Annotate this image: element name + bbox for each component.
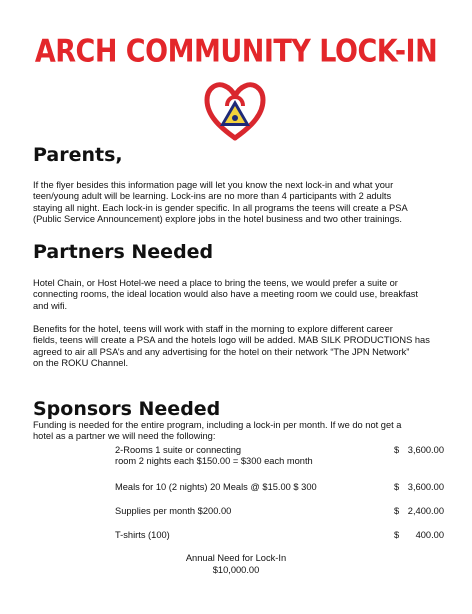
partners-heading: Partners Needed: [33, 241, 214, 263]
text-line: connecting rooms, the ideal location would also have a meeting room we could use, breakfast: [33, 289, 419, 300]
text-line: and wifi.: [33, 300, 68, 311]
text-line: Hotel Chain, or Host Hotel-we need a place to bring the teens, we would prefer a suite or: [33, 278, 398, 288]
page-title: ARCH COMMUNITY LOCK-IN: [34, 34, 438, 70]
text-line: (Public Service Announcement) explore jobs in the hotel business and two other trainings.: [33, 214, 402, 225]
funding-item-label: Supplies per month $200.00: [115, 506, 232, 516]
annual-total-label: Annual Need for Lock-In: [185, 553, 287, 563]
text-line: on the ROKU Channel.: [33, 358, 129, 369]
funding-item-label: 2-Rooms 1 suite or connecting room 2 nights each $150.00 = $300 each month: [115, 445, 313, 467]
text-line: teen/young adult will be learning. Lock-ins are no more than 4 participants with 2 adults: [33, 191, 392, 202]
funding-item-label: T-shirts (100): [115, 530, 170, 540]
parents-paragraph: [33, 180, 445, 226]
heart-lock-logo-icon: [203, 76, 267, 142]
parents-heading: Parents,: [33, 144, 123, 166]
sponsors-intro: [33, 420, 445, 443]
text-line: hotel as a partner we will need the following:: [33, 431, 216, 442]
text-line: If the flyer besides this information page will let you know the next lock-in and what your: [33, 180, 394, 190]
text-line: fields, teens will create a PSA and the hotels logo will be added. MAB SILK PRODUCTIONS has: [33, 335, 430, 346]
funding-item-label: Meals for 10 (2 nights) 20 Meals @ $15.00 $ 300: [115, 482, 317, 492]
partners-paragraph-1: [33, 278, 445, 312]
text-line: agreed to air all PSA’s and any advertising for the hotel on their network “The JPN Network”: [33, 346, 410, 357]
text-line: Benefits for the hotel, teens will work with staff in the morning to explore different career: [33, 324, 393, 334]
sponsors-heading: Sponsors Needed: [33, 398, 221, 420]
annual-total-value: $10,000.00: [212, 565, 260, 575]
partners-paragraph-2: [33, 324, 445, 370]
text-line: staying all night. Each lock-in is gender specific. In all programs the teens will create a PSA: [33, 202, 408, 213]
text-line: Funding is needed for the entire program, including a lock-in per month. If we do not get a: [33, 420, 402, 430]
